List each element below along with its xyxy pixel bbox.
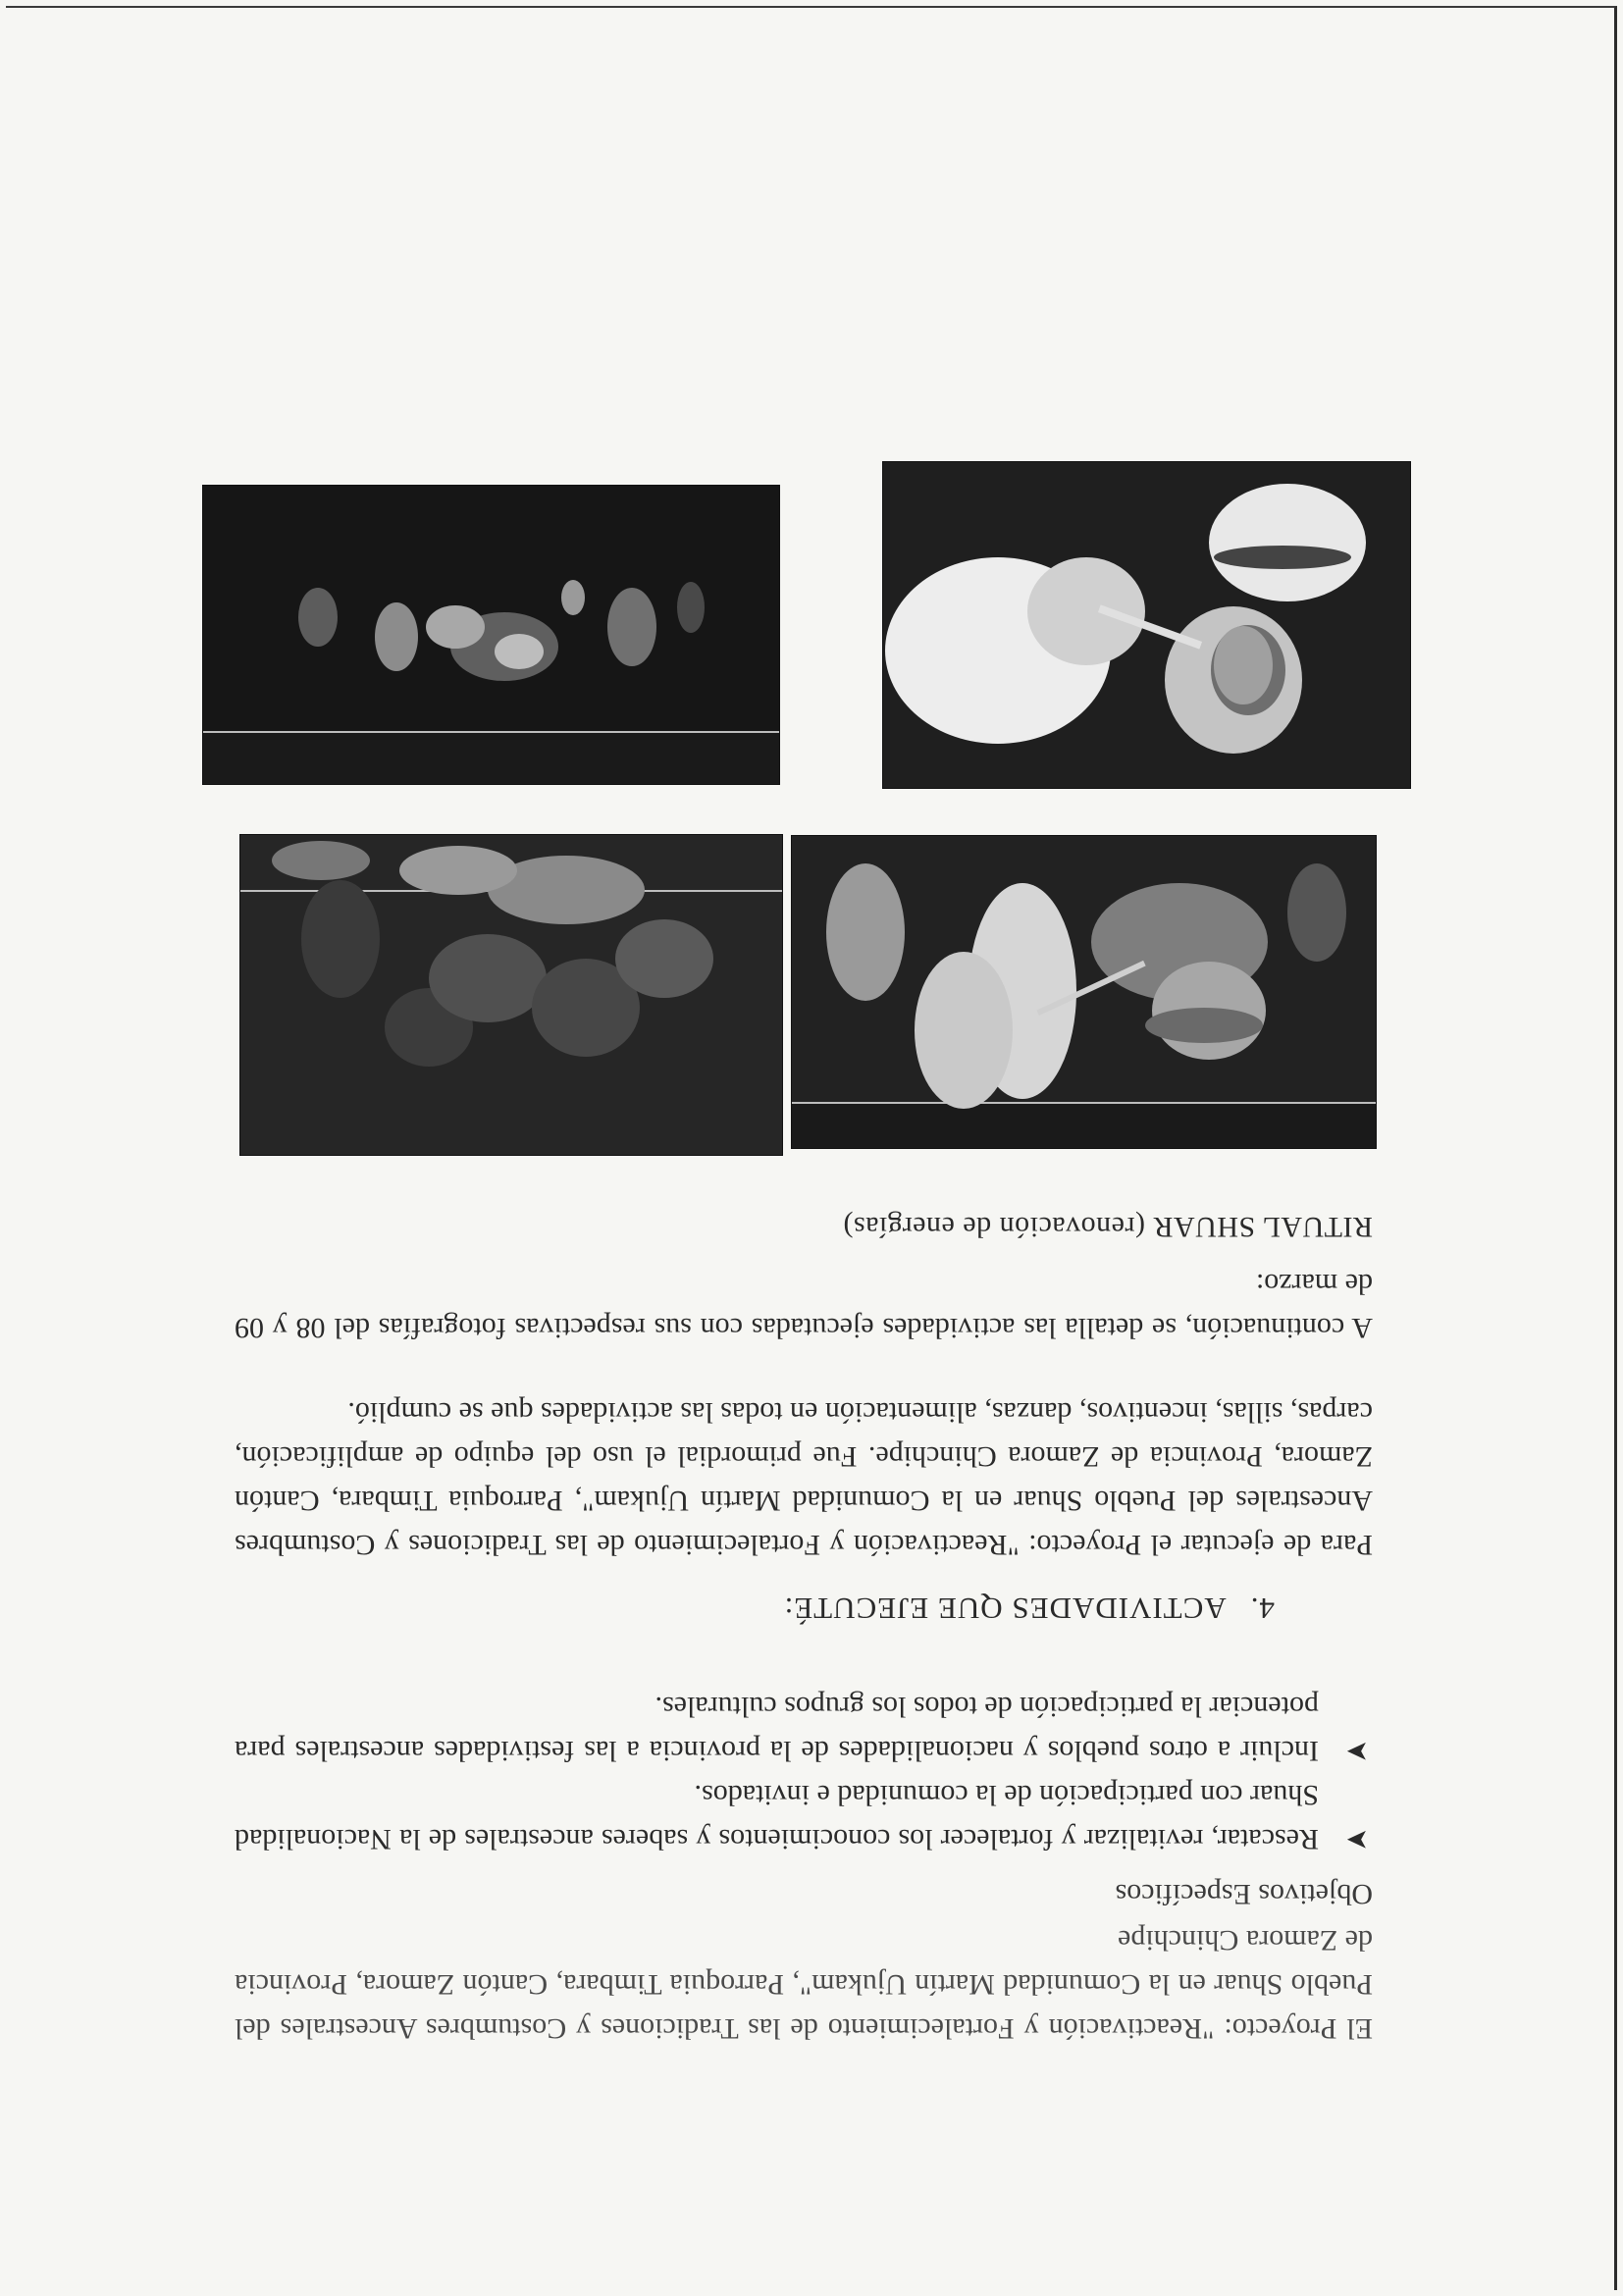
objective-text: Incluir a otros pueblos y nacionalidades de la provincia a las festividades ancestrales para potenciar la participación de todos los grupos culturales. [235, 1691, 1319, 1767]
activities-paragraph: A continuación, se detalla las actividades ejecutadas con sus respectivas fotografías del 08 y 09 de marzo: [235, 1268, 1373, 1344]
objectives-list [235, 1685, 1373, 1861]
section-heading [784, 1591, 1275, 1626]
objective-item [235, 1773, 1373, 1861]
objectives-heading: Objetivos Específicos [1115, 1878, 1373, 1910]
section-title: ACTIVIDADES QUE EJECUTÉ: [783, 1592, 1227, 1626]
section-number: 4. [1249, 1592, 1275, 1626]
arrow-bullet-icon: ➤ [1345, 1736, 1369, 1766]
objective-text: Rescatar, revitalizar y fortalecer los conocimientos y saberes ancestrales de la Nacionalidad Shuar con participación de la comunidad e invitados. [235, 1779, 1319, 1855]
arrow-bullet-icon: ➤ [1345, 1824, 1369, 1854]
objective-item [235, 1685, 1373, 1773]
photo-caption: RITUAL SHUAR (renovación de energías) [842, 1211, 1373, 1243]
intro-paragraph: El Proyecto: "Reactivación y Fortalecimiento de las Tradiciones y Costumbres Ancestrales del Pueblo Shuar en la Comunidad Martín Ujukam", Parroquia Timbara, Cantón Zamora, Provincia de Zamora Chinchipe [235, 1924, 1373, 2045]
photo-man-drinking-ritual [882, 461, 1411, 789]
execution-paragraph: Para de ejecutar el Proyecto: "Reactivación y Fortalecimiento de las Tradiciones y Costumbres Ancestrales del Pueblo Shuar en la Comunidad Martín Ujukam", Parroquia Timbara, Cantón Zamora, Provincia de Zamora Chinchipe. Fue primordial el uso del equipo de amplificación, carpas, sillas, incentivos, danzas, alimentación en todas las actividades que se cumplió. [235, 1396, 1373, 1561]
photo-crowd-night [239, 834, 783, 1156]
photo-dancers-night [202, 485, 780, 785]
photo-group-elder-headdress [791, 835, 1377, 1149]
